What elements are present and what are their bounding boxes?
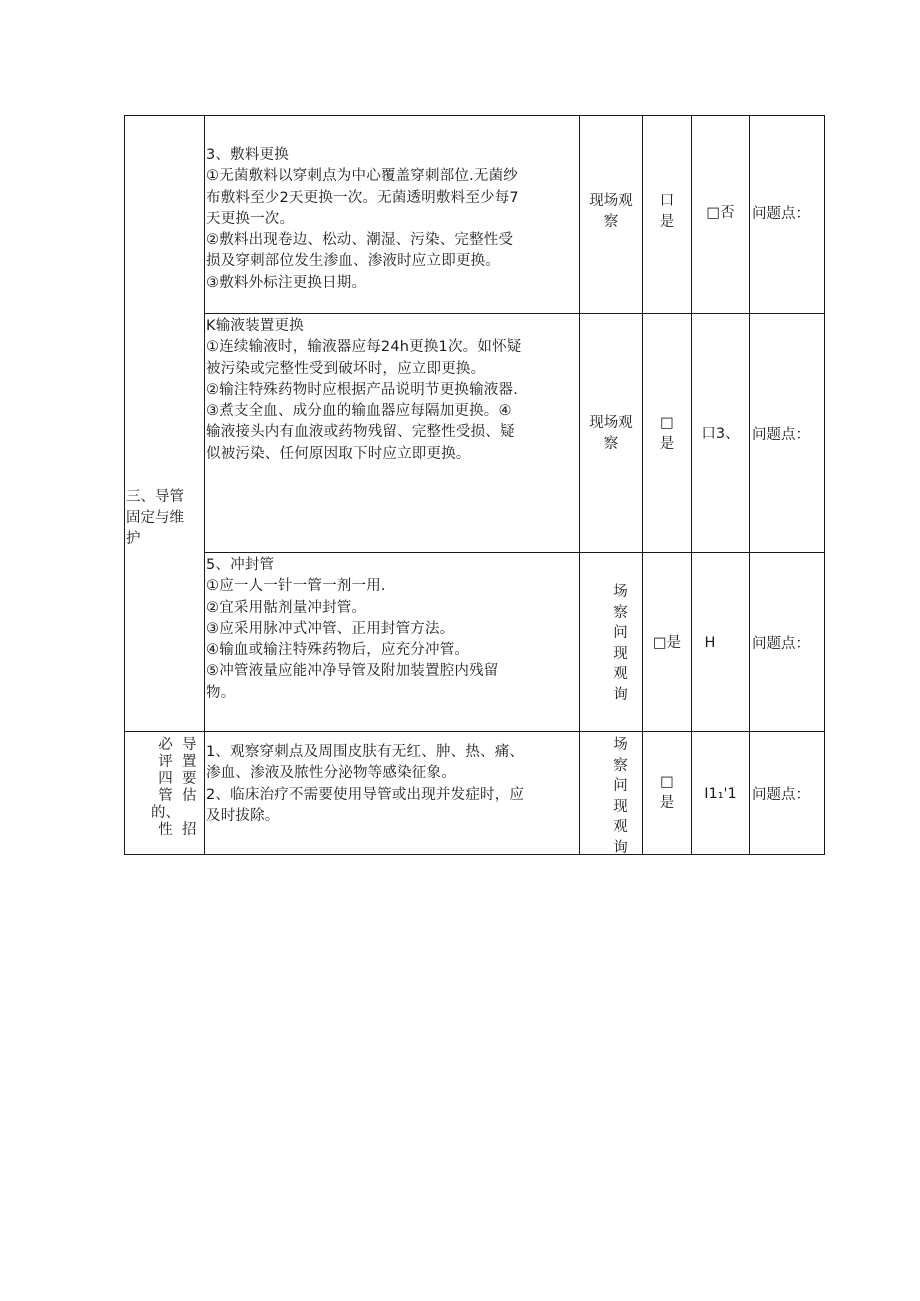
row1-bottom-border xyxy=(204,313,825,314)
row1-yes xyxy=(643,191,691,233)
row3-no xyxy=(692,633,728,654)
row2-line-2: ①连续输液时，输液器应每24h更换1次。如怀疑 xyxy=(206,339,522,356)
row1-yes-label: 是 xyxy=(659,214,675,230)
row4-yes-label: 是 xyxy=(659,795,675,811)
row1-line-6: 损及穿刺部位发生渗血、渗液时应立即更换。 xyxy=(206,253,500,270)
row3-line-1: 5、冲封管 xyxy=(206,557,275,573)
row2-line-5: ③煮支全血、成分血的输血器应每隔加更换。④ xyxy=(206,403,512,420)
section-four-col-2 xyxy=(182,737,197,839)
row4-line-2: 渗血、渗液及脓性分泌物等感染征象。 xyxy=(206,765,456,782)
row3-line-4: ③应采用脉冲式冲管、正用封管方法。 xyxy=(206,620,455,637)
section-four-char: 四 xyxy=(158,771,173,787)
no-col-border xyxy=(749,115,750,855)
row2-content xyxy=(206,316,521,465)
section-four-char: 估 xyxy=(182,788,197,804)
row2-no xyxy=(692,424,749,445)
row3-method-char-3: 问 xyxy=(613,625,628,641)
row4-issue-label: 问题点： xyxy=(752,787,810,803)
section-four-char: 的、 xyxy=(151,805,180,821)
row1-no xyxy=(692,203,749,224)
row3-line-2: ①应一人一针一管一剂一用. xyxy=(206,578,386,595)
row1-method xyxy=(580,191,642,233)
row1-line-3: 布敷料至少2天更换一次。无菌透明敷料至少每7 xyxy=(206,189,519,206)
table-right-border xyxy=(824,115,825,855)
row4-line-4: 及时拔除。 xyxy=(206,807,280,824)
row2-method-line-1: 现场观 xyxy=(589,415,633,431)
section-three-line-1: 三、导管 xyxy=(126,489,184,505)
row3-yes-label: □是 xyxy=(652,635,682,651)
row1-method-line-1: 现场观 xyxy=(589,193,633,209)
section-three-line-2: 固定与维 xyxy=(126,510,184,526)
row4-no xyxy=(692,784,749,805)
row3-line-5: ④输血或输注特殊药物后，应充分冲管。 xyxy=(206,642,470,659)
row4-content xyxy=(206,742,524,827)
row3-method-char-4: 现 xyxy=(613,645,628,662)
row3-method-char-6: 询 xyxy=(613,686,628,703)
row1-content xyxy=(206,145,519,294)
row3-issue-label: 问题点： xyxy=(752,636,810,652)
row2-line-6: 输液接头内有血液或药物残留、完整性受损、疑 xyxy=(206,424,515,441)
row4-method-char-3: 问 xyxy=(613,778,628,794)
row1-yes-box: 口 xyxy=(659,193,675,209)
row4-no-label: I1₁'1 xyxy=(704,786,737,802)
row2-yes xyxy=(643,413,691,455)
row3-method-char-1: 场 xyxy=(613,584,628,600)
row3-line-3: ②宜采用骷剂量冲封管。 xyxy=(206,599,367,616)
row3-line-7: 物。 xyxy=(206,684,236,701)
row3-issue xyxy=(752,634,810,654)
row4-line-1: 1、观察穿刺点及周围皮肤有无红、肿、热、痛、 xyxy=(206,744,525,760)
row2-line-3: 被污染或完整性受到破坏时，应立即更换。 xyxy=(206,360,486,377)
row3-line-6: ⑤冲管液量应能冲净导管及附加装置腔内残留 xyxy=(206,663,499,680)
yes-col-border xyxy=(691,115,692,855)
section-four-char: 置 xyxy=(182,754,197,770)
section-four-char: 导 xyxy=(182,737,197,753)
row3-content xyxy=(206,555,499,704)
row1-issue xyxy=(752,204,810,224)
row3-method-char-5: 观 xyxy=(613,666,628,682)
row2-issue xyxy=(752,425,810,445)
row4-yes-box: □ xyxy=(660,774,674,790)
section-four-char: 要 xyxy=(182,771,197,787)
row2-issue-label: 问题点： xyxy=(752,427,810,443)
row2-line-1: K输液装置更换 xyxy=(206,318,304,334)
row3-yes xyxy=(643,633,691,654)
row2-no-label: 口3、 xyxy=(701,426,740,442)
row2-yes-label: 是 xyxy=(659,436,675,452)
section-four-char: 招 xyxy=(182,822,197,838)
table-left-border xyxy=(124,115,125,855)
section-four-char: 管 xyxy=(158,788,173,804)
row1-no-label: □否 xyxy=(706,205,735,221)
row1-line-1: 3、敷料更换 xyxy=(206,147,289,163)
row3-method-char-2: 察 xyxy=(613,604,628,621)
section-four-char: 评 xyxy=(158,754,173,770)
table-top-border xyxy=(124,115,825,116)
row1-line-5: ②敷料出现卷边、松动、潮湿、污染、完整性受 xyxy=(206,232,514,249)
row2-method-line-2: 察 xyxy=(603,436,619,452)
row4-yes xyxy=(643,772,691,814)
row3-no-label: H xyxy=(704,635,716,651)
row2-line-4: ②输注特殊药物时应根据产品说明节更换输液器. xyxy=(206,381,519,398)
row4-method-char-2: 察 xyxy=(613,757,628,774)
section-four-char: 必 xyxy=(158,737,173,753)
row4-method-char-5: 观 xyxy=(613,819,628,835)
section-three-title xyxy=(126,487,184,550)
row1-line-7: ③敷料外标注更换日期。 xyxy=(206,274,367,291)
row2-line-7: 似被污染、任何原因取下时应立即更换。 xyxy=(206,445,471,462)
row1-issue-label: 问题点： xyxy=(752,206,810,222)
row4-line-3: 2、临床治疗不需要使用导管或出现并发症时，应 xyxy=(206,786,525,803)
row4-method-char-4: 现 xyxy=(613,798,628,815)
section-four-col-1 xyxy=(151,737,180,839)
section-four-char: 性 xyxy=(158,822,173,838)
row2-method xyxy=(580,413,642,455)
row4-method-char-6: 询 xyxy=(613,839,628,856)
row2-bottom-border xyxy=(204,552,825,553)
section-three-line-3: 护 xyxy=(126,531,141,547)
category-col-border xyxy=(204,115,205,855)
section-four-title xyxy=(151,737,197,839)
table-bottom-border xyxy=(124,854,825,855)
row1-line-2: ①无菌敷料以穿刺点为中心覆盖穿刺部位.无菌纱 xyxy=(206,168,519,185)
row1-method-line-2: 察 xyxy=(603,214,619,230)
row4-issue xyxy=(752,785,810,805)
row3-bottom-border xyxy=(124,731,825,732)
row2-yes-box: □ xyxy=(660,415,674,431)
row1-line-4: 天更换一次。 xyxy=(206,210,295,227)
row4-method-char-1: 场 xyxy=(613,737,628,753)
